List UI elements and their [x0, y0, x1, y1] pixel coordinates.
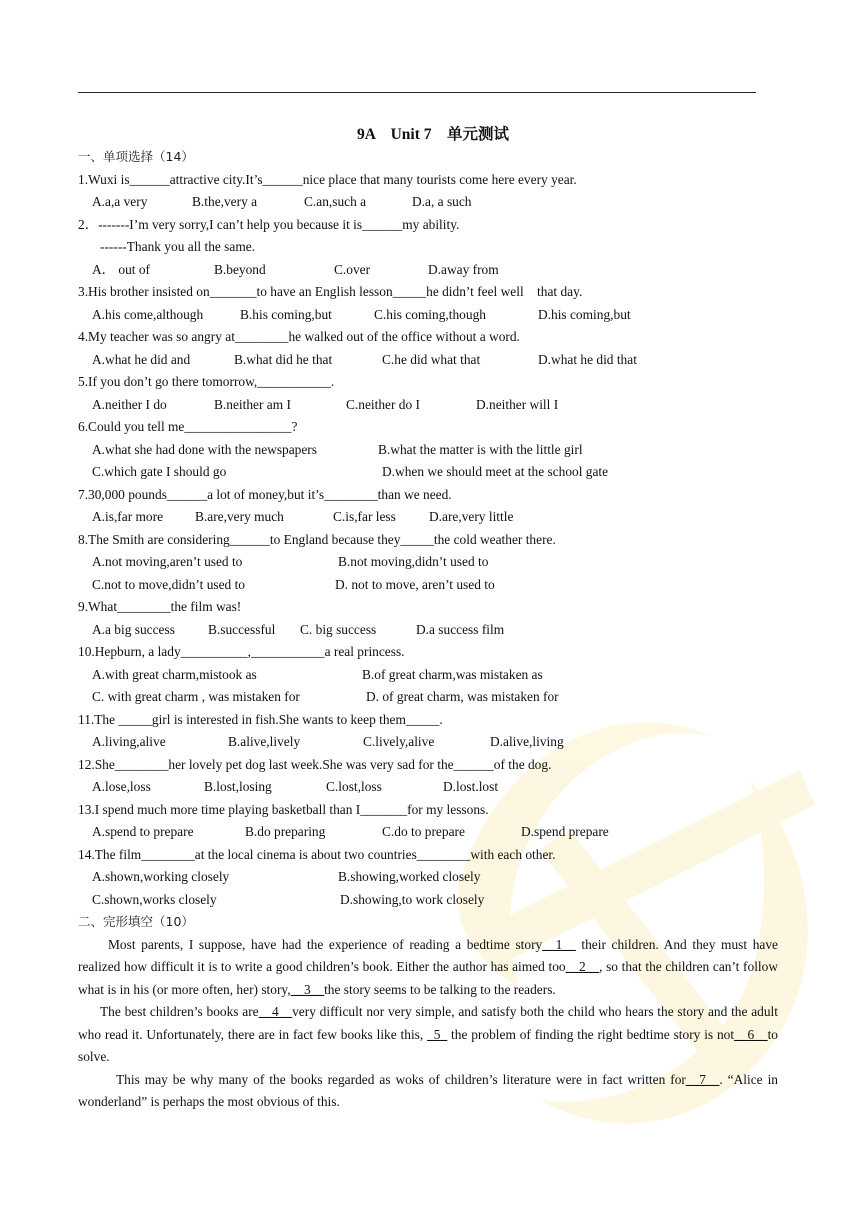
cloze-passage	[78, 934, 778, 1114]
answer-option: D.alive,living	[490, 734, 564, 749]
answer-option: D.showing,to work closely	[340, 891, 485, 907]
answer-option: C.is,far less	[333, 509, 396, 524]
options-row	[78, 776, 778, 799]
answer-option: A.living,alive	[92, 734, 166, 749]
options-row	[78, 821, 778, 844]
options-row	[78, 506, 778, 529]
options-row	[78, 731, 778, 754]
question-stem: 2．-------I’m very sorry,I can’t help you because it is______my ability.	[78, 216, 460, 232]
passage-paragraph	[78, 1001, 778, 1069]
options-row	[78, 619, 778, 642]
passage-paragraph	[78, 934, 778, 1002]
options-row	[78, 439, 778, 462]
answer-option: A.a big success	[92, 621, 175, 637]
answer-option: C.lively,alive	[363, 734, 435, 749]
answer-option: B.neither am I	[214, 396, 291, 412]
exam-content	[78, 124, 778, 1114]
options-row	[78, 259, 778, 282]
question-stem: 13.I spend much more time playing basketball than I_______for my lessons.	[78, 801, 489, 817]
question-stem: 12.She________her lovely pet dog last week.She was very sad for the______of the dog.	[78, 756, 552, 772]
answer-option: A.a,a very	[92, 194, 148, 209]
answer-option: C.not to move,didn’t used to	[92, 576, 245, 592]
answer-option: C. with great charm , was mistaken for	[92, 689, 300, 704]
answer-option: C.lost,loss	[326, 779, 382, 794]
options-row	[78, 866, 778, 889]
answer-option: B.of great charm,was mistaken as	[362, 666, 543, 682]
passage-text: The best children’s books are	[100, 1004, 259, 1019]
options-row	[78, 191, 778, 214]
question-list	[78, 169, 778, 912]
answer-option: B.not moving,didn’t used to	[338, 554, 489, 569]
options-row	[78, 304, 778, 327]
question-stem: 1.Wuxi is______attractive city.It’s______nice place that many tourists come here every year.	[78, 171, 577, 187]
question-stem: 3.His brother insisted on_______to have an English lesson_____he didn’t feel well that day.	[78, 284, 583, 299]
answer-option: A.shown,working closely	[92, 869, 230, 884]
blank-number: __1__	[542, 936, 576, 952]
passage-text: This may be why many of the books regarded as woks of children’s literature were in fact written for	[116, 1071, 686, 1087]
answer-option: A.not moving,aren’t used to	[92, 554, 243, 569]
answer-option: C.an,such a	[304, 194, 367, 209]
answer-option: B.alive,lively	[228, 734, 301, 749]
section-heading-multiple-choice: 一、单项选择（14）	[78, 149, 194, 164]
answer-option: C.over	[334, 261, 371, 277]
question-stem: 10.Hepburn, a lady__________,___________a real princess.	[78, 644, 405, 659]
blank-number: __7__	[685, 1071, 720, 1087]
question-stem: 4.My teacher was so angry at________he walked out of the office without a word.	[78, 329, 520, 344]
answer-option: B.do preparing	[245, 824, 326, 839]
passage-text: very difficult nor very simple, and satisfy both the child who hears the story and the adult who read it. Unfortunately, there are in fact few books like this,	[78, 1004, 778, 1042]
answer-option: B.are,very much	[195, 509, 284, 524]
options-row	[78, 664, 778, 687]
answer-option: D.neither will I	[476, 396, 559, 412]
options-row	[78, 686, 778, 709]
answer-option: D.what he did that	[538, 351, 637, 367]
question-stem: 8.The Smith are considering______to England because they_____the cold weather there.	[78, 531, 556, 547]
answer-option: A.what she had done with the newspapers	[92, 441, 317, 457]
answer-option: A.his come,although	[92, 306, 204, 322]
answer-option: C.do to prepare	[382, 824, 465, 839]
passage-text: . “Alice in wonderland” is perhaps the most obvious of this.	[78, 1071, 778, 1109]
answer-option: C.shown,works closely	[92, 891, 217, 907]
question-stem: 9.What________the film was!	[78, 599, 242, 614]
section-heading-cloze: 二、完形填空（10）	[78, 914, 194, 929]
answer-option: A.lose,loss	[92, 779, 151, 794]
question-dialogue-line: ------Thank you all the same.	[100, 239, 256, 254]
answer-option: A.spend to prepare	[92, 824, 194, 839]
question-stem: 11.The _____girl is interested in fish.She wants to keep them_____.	[78, 711, 443, 727]
answer-option: D.a, a such	[412, 194, 472, 209]
answer-option: A.what he did and	[92, 351, 191, 367]
answer-option: B.showing,worked closely	[338, 869, 481, 884]
answer-option: D.lost.lost	[443, 779, 499, 794]
answer-option: B.beyond	[214, 261, 266, 277]
options-row	[78, 461, 778, 484]
answer-option: A.neither I do	[92, 396, 167, 412]
passage-paragraph	[78, 1069, 778, 1114]
answer-option: A． out of	[92, 261, 151, 277]
answer-option: D.his coming,but	[538, 306, 631, 322]
blank-number: __6__	[734, 1026, 768, 1042]
blank-number: __2__	[565, 959, 600, 974]
answer-option: B.lost,losing	[204, 779, 272, 794]
options-row	[78, 551, 778, 574]
question-stem: 5.If you don’t go there tomorrow,___________.	[78, 374, 335, 389]
options-row	[78, 889, 778, 912]
answer-option: B.his coming,but	[240, 306, 332, 322]
answer-option: C.neither do I	[346, 396, 421, 412]
passage-text: the problem of finding the right bedtime story is not	[447, 1026, 735, 1042]
answer-option: C.he did what that	[382, 351, 481, 367]
answer-option: B.what did he that	[234, 351, 333, 367]
page-title: 9A Unit 7 单元测试	[357, 126, 509, 143]
answer-option: D.away from	[428, 261, 499, 277]
answer-option: D. not to move, aren’t used to	[335, 576, 495, 592]
passage-text: to solve.	[78, 1026, 778, 1064]
options-row	[78, 574, 778, 597]
answer-option: D.when we should meet at the school gate	[382, 464, 609, 479]
options-row	[78, 349, 778, 372]
answer-option: C.his coming,though	[374, 306, 486, 322]
answer-option: C. big success	[300, 621, 377, 637]
passage-text: the story seems to be talking to the readers.	[324, 981, 556, 997]
passage-text: their children. And they must have realized how difficult it is to write a good children’s book. Either the author has aimed too	[78, 936, 778, 974]
question-stem: 14.The film________at the local cinema is about two countries________with each other.	[78, 846, 556, 862]
passage-text: , so that the children can’t follow what is in his (or more often, her) story,	[78, 959, 778, 997]
answer-option: B.the,very a	[192, 194, 258, 209]
answer-option: A.is,far more	[92, 509, 164, 524]
answer-option: D. of great charm, was mistaken for	[366, 689, 559, 704]
answer-option: D.a success film	[416, 621, 505, 637]
answer-option: A.with great charm,mistook as	[92, 666, 257, 682]
question-stem: 7.30,000 pounds______a lot of money,but it’s________than we need.	[78, 486, 452, 502]
answer-option: C.which gate I should go	[92, 464, 227, 479]
blank-number: _5_	[427, 1026, 448, 1042]
answer-option: D.are,very little	[429, 509, 514, 524]
answer-option: B.successful	[208, 621, 276, 637]
answer-option: B.what the matter is with the little girl	[378, 441, 583, 457]
blank-number: __4__	[258, 1004, 293, 1019]
header-rule	[78, 92, 756, 93]
passage-text: Most parents, I suppose, have had the experience of reading a bedtime story	[108, 936, 543, 952]
blank-number: __3__	[290, 981, 325, 997]
question-stem: 6.Could you tell me________________?	[78, 419, 298, 434]
answer-option: D.spend prepare	[521, 824, 609, 839]
options-row	[78, 394, 778, 417]
